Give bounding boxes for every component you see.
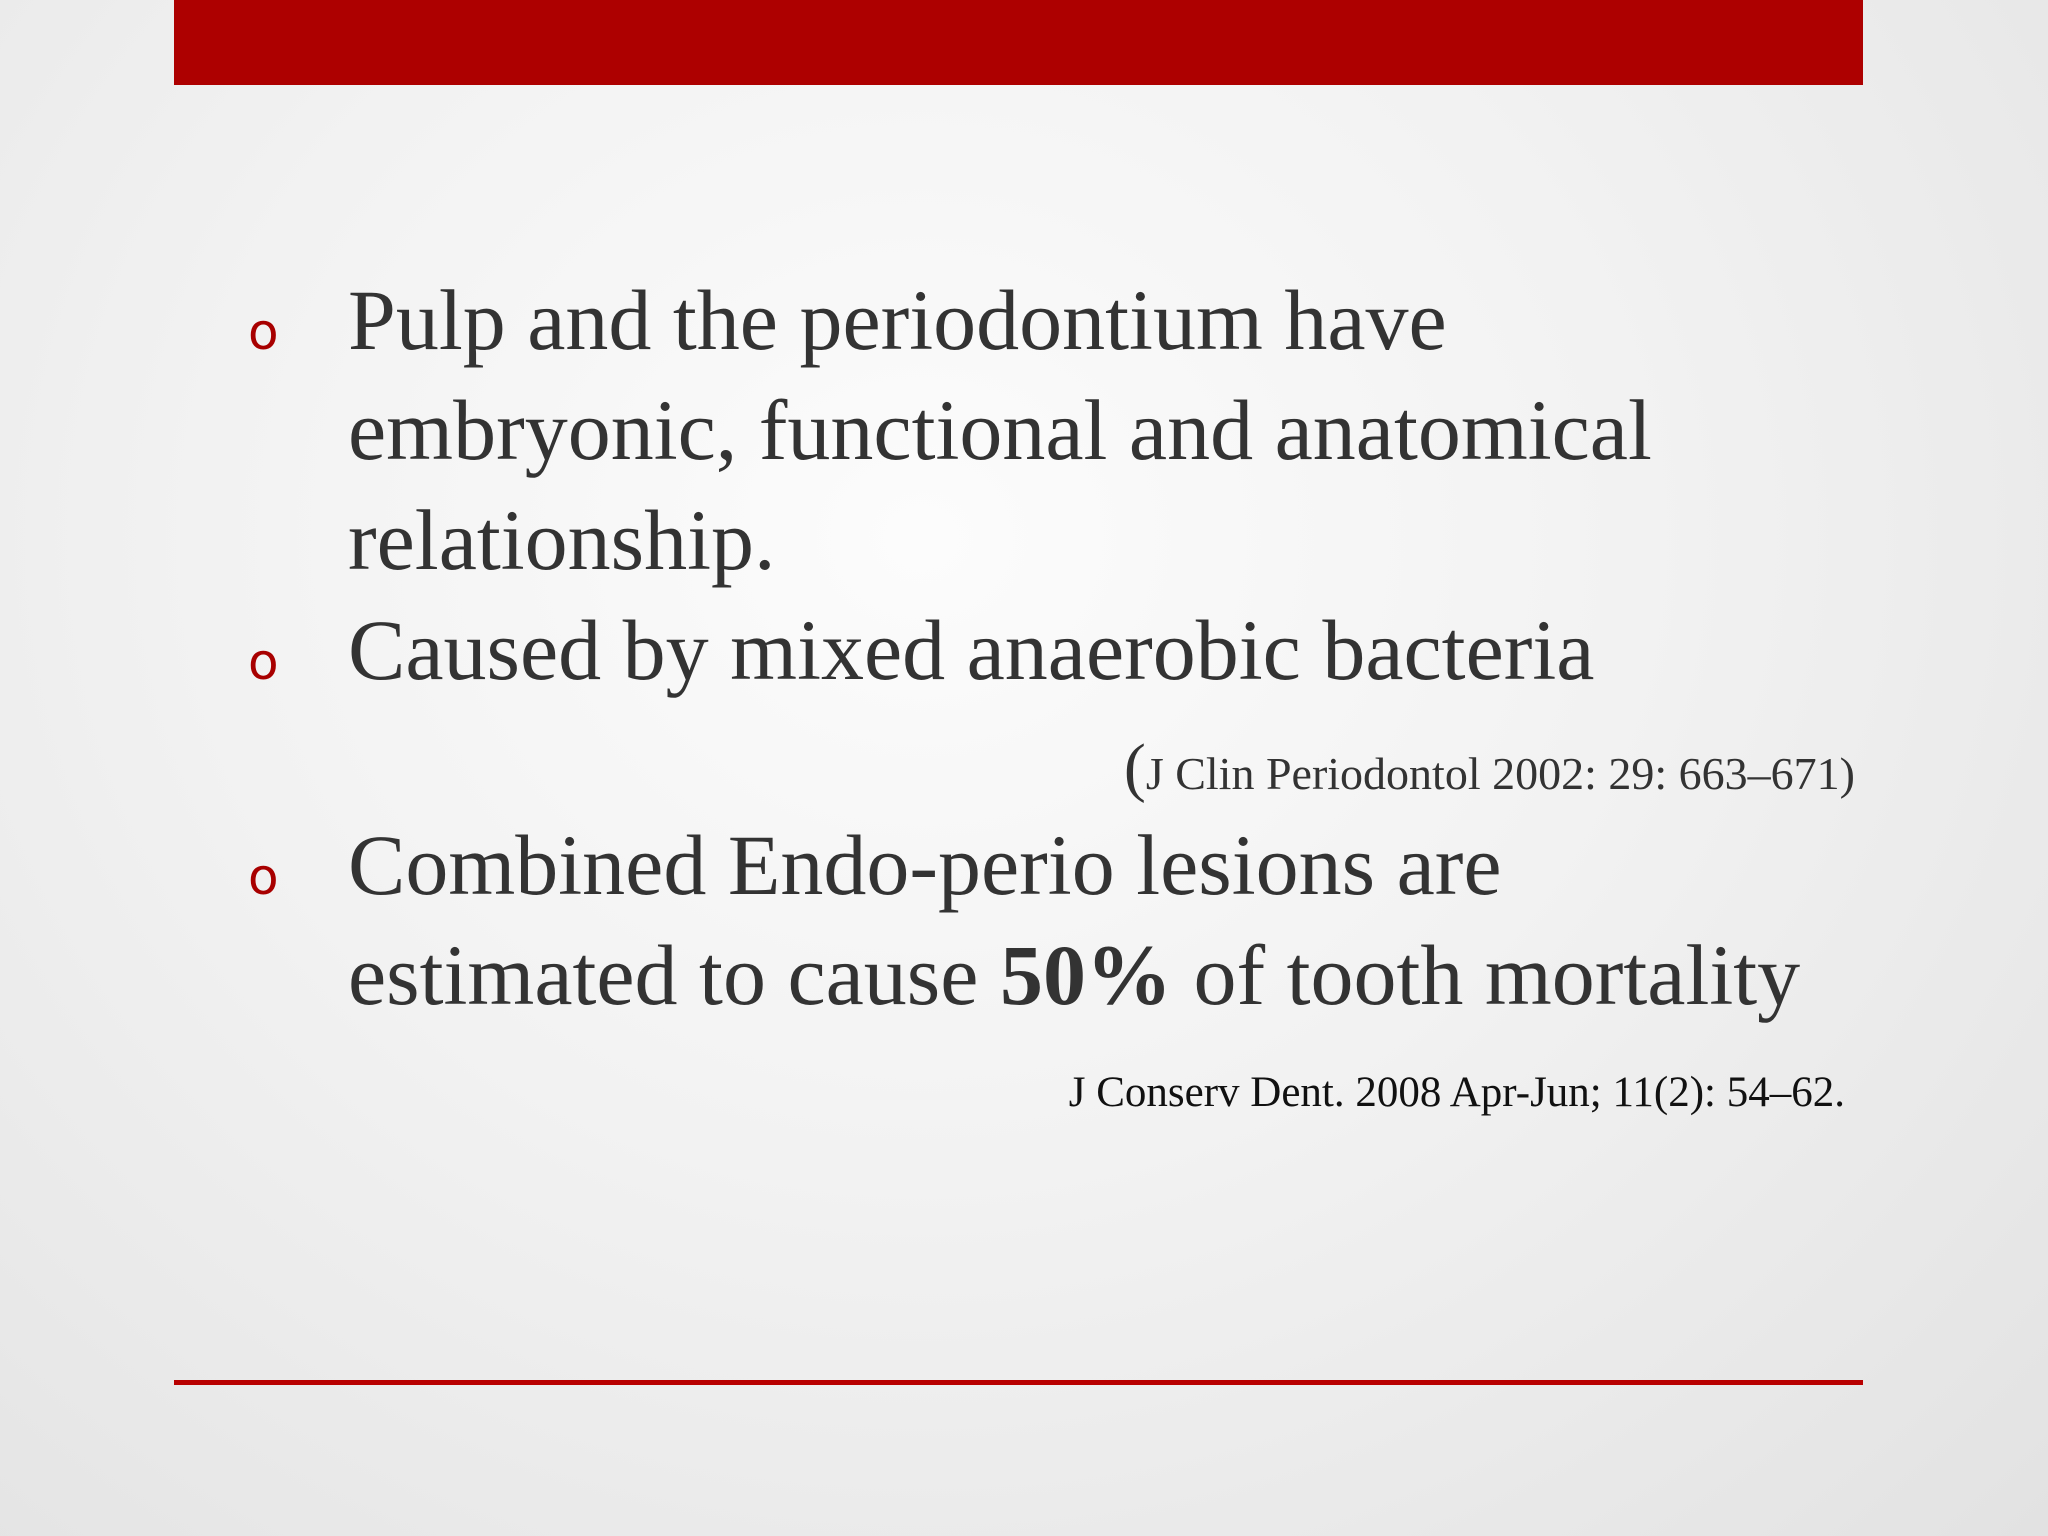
reference-periodontol bbox=[1124, 730, 1855, 806]
reference-open-paren: ( bbox=[1123, 731, 1146, 804]
bullet-text-pulp: Pulp and the periodontium have embryonic, functional and anatomical relationship. bbox=[348, 272, 1652, 588]
bottom-divider-line bbox=[174, 1380, 1863, 1385]
bullet-text-part: Combined Endo-perio lesions are estimated to cause bbox=[348, 817, 1502, 1023]
bullet-text-part: of tooth mortality bbox=[1171, 927, 1801, 1023]
bullet-text-bacteria: Caused by mixed anaerobic bacteria bbox=[348, 602, 1595, 698]
reference-periodontol-text: J Clin Periodontol 2002: 29: 663–671) bbox=[1145, 748, 1855, 799]
bullet-circle-icon: o bbox=[248, 303, 279, 361]
bullet-circle-icon: o bbox=[248, 633, 279, 691]
bullet-circle-icon: o bbox=[248, 848, 279, 906]
emphasis-percentage: 50% bbox=[999, 927, 1172, 1023]
bullet-text-endo-perio bbox=[348, 810, 1848, 1030]
reference-conserv-dent: J Conserv Dent. 2008 Apr-Jun; 11(2): 54–62. bbox=[1068, 1069, 1845, 1116]
